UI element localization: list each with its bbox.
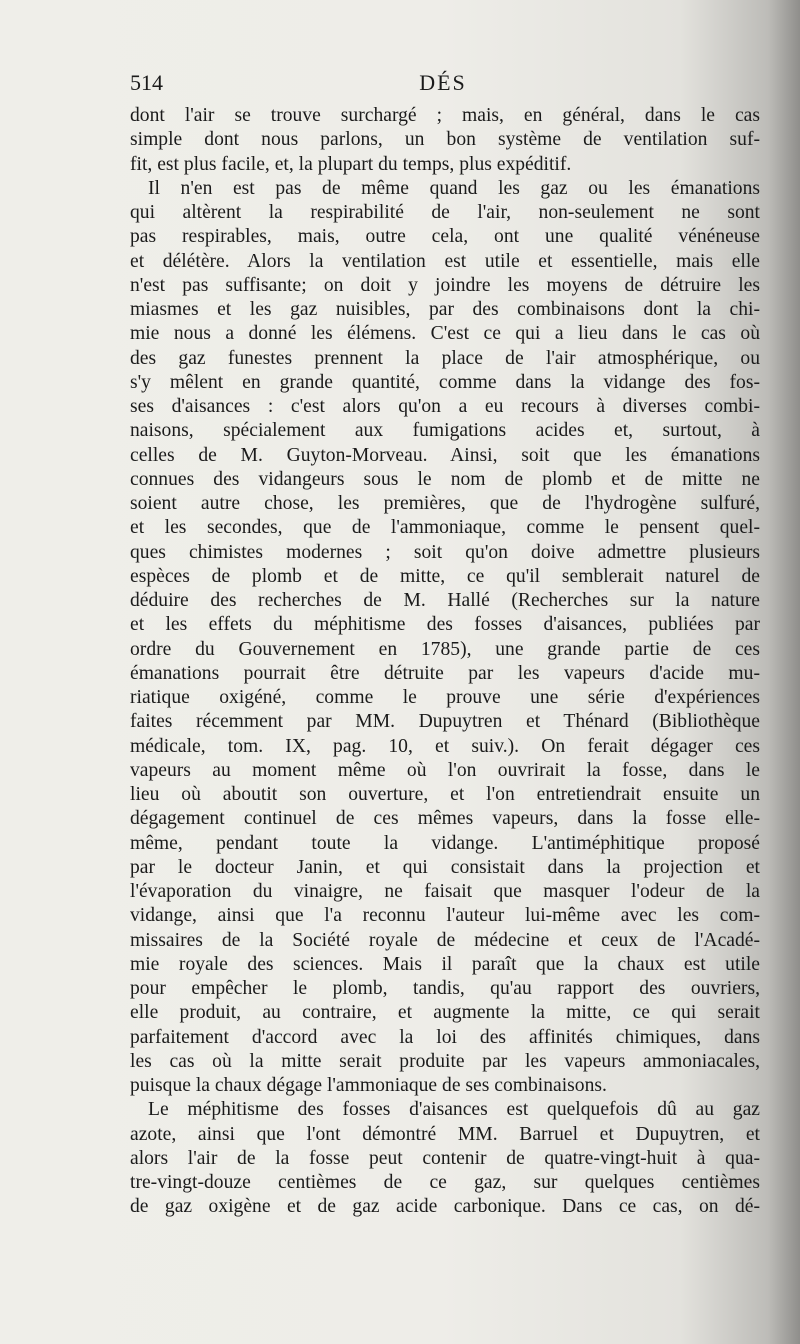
text-line: espèces de plomb et de mitte, ce qu'il semblerait naturel de <box>130 565 760 587</box>
text-line: missaires de la Société royale de médecine et ceux de l'Acadé- <box>130 929 760 951</box>
text-line: Le méphitisme des fosses d'aisances est quelquefois dû au gaz <box>148 1099 760 1121</box>
text-line: des gaz funestes prennent la place de l'air atmosphérique, ou <box>130 347 760 369</box>
text-line: miasmes et les gaz nuisibles, par des combinaisons dont la chi- <box>130 299 760 320</box>
text-line: parfaitement d'accord avec la loi des affinités chimiques, dans <box>130 1026 760 1048</box>
text-line: fit, est plus facile, et, la plupart du temps, plus expéditif. <box>130 153 572 175</box>
page-number: 514 <box>130 70 163 95</box>
text-line: simple dont nous parlons, un bon système de ventilation suf- <box>130 129 760 151</box>
text-line: ses d'aisances : c'est alors qu'on a eu recours à diverses combi- <box>130 396 760 417</box>
text-line: même, pendant toute la vidange. L'antiméphitique proposé <box>130 832 760 854</box>
text-line: mie royale des sciences. Mais il paraît que la chaux est utile <box>130 953 760 975</box>
text-line: n'est pas suffisante; on doit y joindre les moyens de détruire les <box>130 274 760 296</box>
text-line: connues des vidangeurs sous le nom de plomb et de mitte ne <box>130 468 760 490</box>
text-line: soient autre chose, les premières, que de l'hydrogène sulfuré, <box>130 493 760 514</box>
text-line: naisons, spécialement aux fumigations acides et, surtout, à <box>130 420 760 442</box>
text-line: mie nous a donné les élémens. C'est ce qui a lieu dans le cas où <box>130 323 760 345</box>
text-line: pas respirables, mais, outre cela, ont une qualité vénéneuse <box>130 226 760 248</box>
text-line: et délétère. Alors la ventilation est utile et essentielle, mais elle <box>130 250 760 272</box>
body-text <box>130 104 760 1220</box>
text-line: déduire des recherches de M. Hallé (Recherches sur la nature <box>130 590 760 611</box>
running-head: DÉS <box>419 70 467 95</box>
text-line: médicale, tom. IX, pag. 10, et suiv.). On ferait dégager ces <box>130 735 760 757</box>
text-line: vapeurs au moment même où l'on ouvrirait la fosse, dans le <box>130 759 760 781</box>
text-line: puisque la chaux dégage l'ammoniaque de ses combinaisons. <box>130 1075 607 1096</box>
text-line: s'y mêlent en grande quantité, comme dans la vidange des fos- <box>130 371 760 393</box>
text-line: pour empêcher le plomb, tandis, qu'au rapport des ouvriers, <box>130 978 760 999</box>
text-line: faites récemment par MM. Dupuytren et Thénard (Bibliothèque <box>130 711 760 733</box>
text-line: émanations pourrait être détruite par les vapeurs d'acide mu- <box>130 662 760 684</box>
text-line: et les effets du méphitisme des fosses d'aisances, publiées par <box>130 614 760 636</box>
text-line: les cas où la mitte serait produite par les vapeurs ammoniacales, <box>130 1050 760 1072</box>
text-line: par le docteur Janin, et qui consistait dans la projection et <box>130 856 760 878</box>
text-line: celles de M. Guyton-Morveau. Ainsi, soit que les émanations <box>130 444 760 466</box>
text-line: dégagement continuel de ces mêmes vapeurs, dans la fosse elle- <box>130 808 760 830</box>
text-line: dont l'air se trouve surchargé ; mais, en général, dans le cas <box>130 105 760 126</box>
text-line: azote, ainsi que l'ont démontré MM. Barruel et Dupuytren, et <box>130 1123 760 1145</box>
text-line: alors l'air de la fosse peut contenir de quatre-vingt-huit à qua- <box>130 1147 760 1169</box>
text-line: vidange, ainsi que l'a reconnu l'auteur lui-même avec les com- <box>130 905 760 927</box>
text-line: qui altèrent la respirabilité de l'air, non-seulement ne sont <box>130 202 760 223</box>
text-line: elle produit, au contraire, et augmente la mitte, ce qui serait <box>130 1002 760 1024</box>
text-line: Il n'en est pas de même quand les gaz ou les émanations <box>148 177 760 199</box>
text-line: ques chimistes modernes ; soit qu'on doive admettre plusieurs <box>130 541 760 563</box>
text-line: lieu où aboutit son ouverture, et l'on entretiendrait ensuite un <box>130 784 760 805</box>
text-line: riatique oxigéné, comme le prouve une série d'expériences <box>130 687 760 708</box>
text-line: tre-vingt-douze centièmes de ce gaz, sur quelques centièmes <box>130 1172 760 1193</box>
text-line: l'évaporation du vinaigre, ne faisait que masquer l'odeur de la <box>130 881 760 902</box>
text-line: de gaz oxigène et de gaz acide carbonique. Dans ce cas, on dé- <box>130 1196 760 1218</box>
text-line: et les secondes, que de l'ammoniaque, comme le pensent quel- <box>130 517 760 539</box>
text-line: ordre du Gouvernement en 1785), une grande partie de ces <box>130 638 760 660</box>
page-header <box>130 70 756 104</box>
